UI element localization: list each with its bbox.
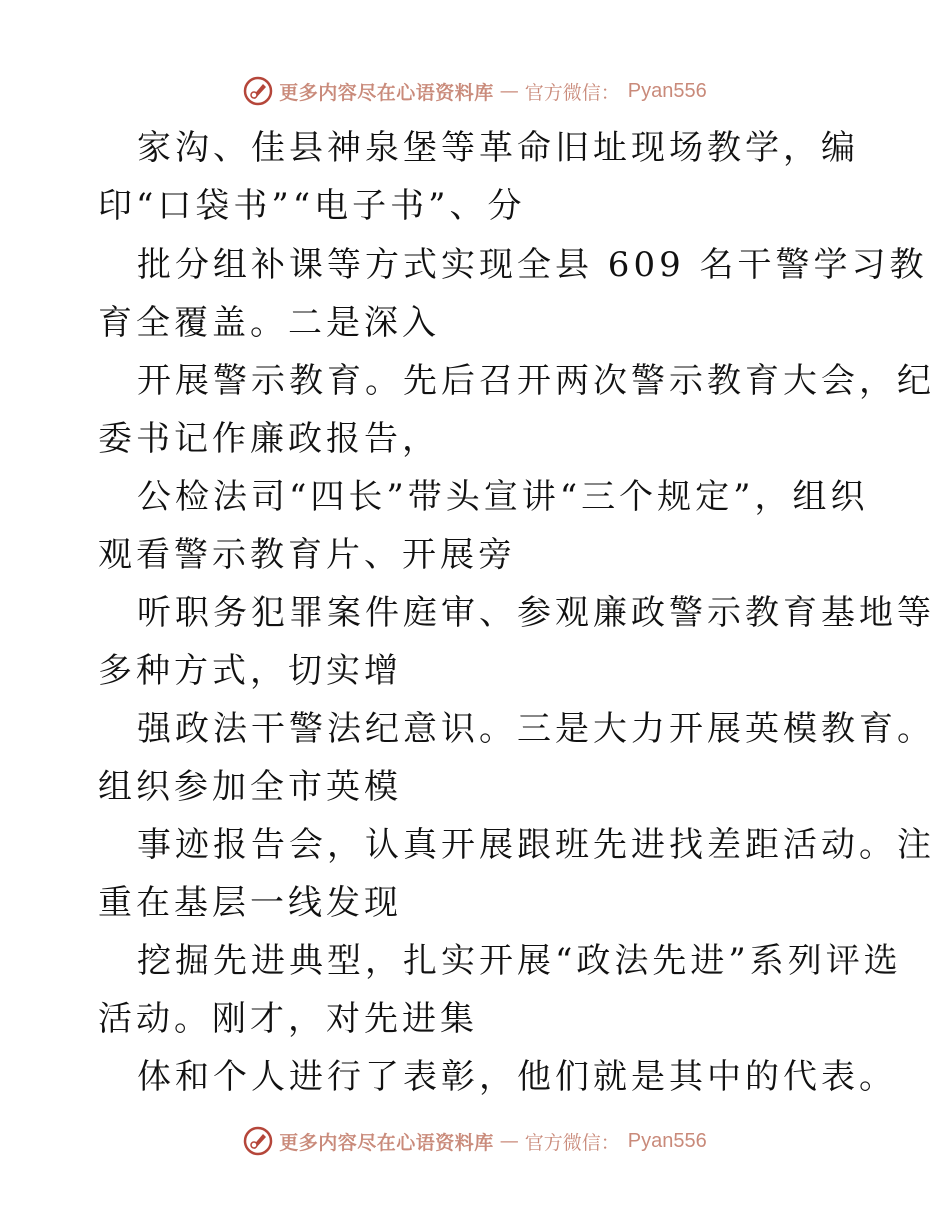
header-site-text: 更多内容尽在心语资料库 bbox=[279, 81, 494, 104]
header-wechat-id: Pyan556 bbox=[627, 79, 707, 102]
header-wechat-label: 官方微信： bbox=[524, 81, 620, 104]
footer-wechat-id: Pyan556 bbox=[627, 1129, 707, 1152]
body-line: 挖掘先进典型，扎实开展“政法先进”系列评选 bbox=[137, 941, 902, 981]
body-line: 委书记作廉政报告， bbox=[98, 419, 440, 459]
body-line: 家沟、佳县神泉堡等革命旧址现场教学，编 bbox=[137, 128, 859, 168]
body-line: 印“口袋书”“电子书”、分 bbox=[98, 186, 526, 226]
body-line: 组织参加全市英模 bbox=[98, 767, 402, 807]
logo-icon bbox=[243, 76, 273, 106]
body-line: 批分组补课等方式实现全县 609 名干警学习教 bbox=[137, 245, 928, 285]
body-line: 活动。刚才，对先进集 bbox=[98, 999, 478, 1039]
footer-dash: — bbox=[499, 1130, 519, 1152]
body-line: 育全覆盖。二是深入 bbox=[98, 303, 440, 343]
body-line: 重在基层一线发现 bbox=[98, 883, 402, 923]
body-line: 听职务犯罪案件庭审、参观廉政警示教育基地等 bbox=[137, 593, 935, 633]
header-watermark bbox=[0, 74, 950, 108]
body-line: 强政法干警法纪意识。三是大力开展英模教育。 bbox=[137, 709, 935, 749]
body-line: 事迹报告会，认真开展跟班先进找差距活动。注 bbox=[137, 825, 935, 865]
body-line: 多种方式，切实增 bbox=[98, 651, 402, 691]
header-dash: — bbox=[499, 80, 519, 102]
logo-icon bbox=[243, 1126, 273, 1156]
footer-watermark bbox=[0, 1124, 950, 1158]
body-line: 公检法司“四长”带头宣讲“三个规定”，组织 bbox=[137, 477, 869, 517]
body-line: 体和个人进行了表彰，他们就是其中的代表。 bbox=[137, 1057, 897, 1097]
footer-wechat-label: 官方微信： bbox=[524, 1131, 620, 1154]
body-line: 观看警示教育片、开展旁 bbox=[98, 535, 516, 575]
body-line: 开展警示教育。先后召开两次警示教育大会，纪 bbox=[137, 361, 935, 401]
footer-site-text: 更多内容尽在心语资料库 bbox=[279, 1131, 494, 1154]
